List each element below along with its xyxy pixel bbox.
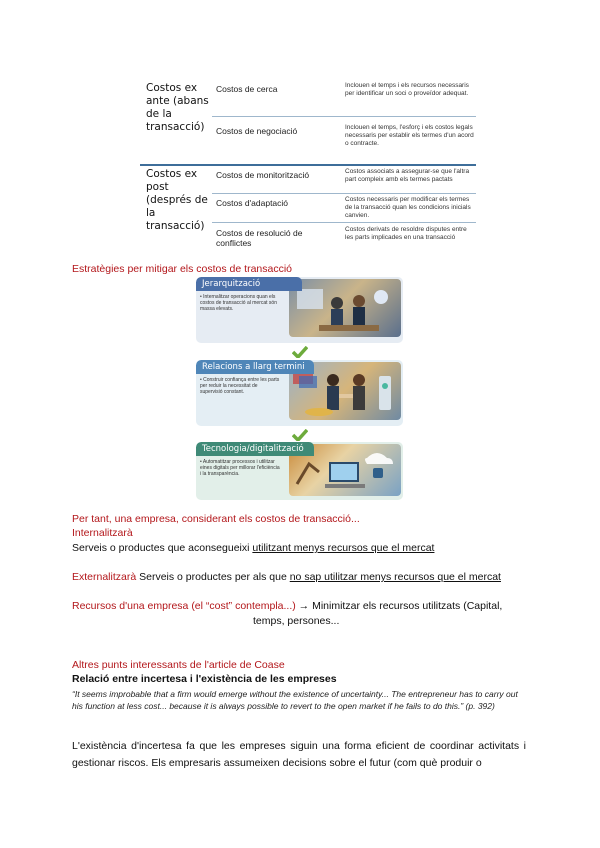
coase-heading: Altres punts interessants de l'article de Coase (72, 659, 285, 671)
coase-quote: “It seems improbable that a firm would emerge without the existence of uncertainty... The entrepreneur has to carry out his function at less cost... because it is always possible to revert to the open market if he fails to do this.” (p. 392) (72, 689, 518, 711)
panel-text: • Internalitzar operacions quan els costos de transacció al mercat són massa elevats. (200, 294, 277, 312)
coase-paragraph: L'existència d'incertesa fa que les empreses siguin una forma eficient de coordinar activitats i gestionar riscos. Els empresaris assumeixen decisions sobre el futur (com què produir o (72, 740, 526, 769)
externalize-line (72, 571, 501, 584)
checkmark-icon (292, 429, 308, 441)
table-divider (212, 222, 476, 223)
conclusion-intro: Per tant, una empresa, considerant els costos de transacció... (72, 513, 360, 525)
transaction-costs-table (140, 76, 476, 252)
strategies-heading: Estratègies per mitigar els costos de transacció (72, 263, 293, 275)
table-item-description: Inclouen el temps, l'esforç i els costos legals necessaris per establir els termes d'un acord o contracte. (345, 124, 474, 147)
internalize-text-underlined: utilitzant menys recursos que el mercat (252, 542, 435, 554)
table-item-name: Costos d'adaptació (216, 198, 289, 208)
panel-text: • Automatitzar processos i utilitzar eines digitals per millorar l'eficiència i la transparència. (200, 459, 280, 477)
table-item-description: Inclouen el temps i els recursos necessaris per identificar un soci o proveïdor adequat. (345, 82, 469, 97)
table-item-description: Costos derivats de resoldre disputes entre les parts implicades en una transacció (345, 226, 467, 241)
infographic-panel-long-term (196, 360, 403, 426)
table-item-name: Costos de resolució de conflictes (216, 228, 303, 248)
checkmark-icon (292, 346, 308, 358)
panel-title: Tecnologia/digitalització (196, 442, 314, 456)
resources-label: Recursos d'una empresa (el “cost” contempla...) (72, 600, 296, 612)
infographic-panel-technology (196, 442, 403, 500)
internalize-text (72, 542, 434, 555)
table-item-name: Costos de monitorització (216, 170, 310, 180)
table-category-ex-post: Costos ex post (després de la transacció) (146, 168, 208, 232)
internalize-label: Internalitzarà (72, 527, 133, 539)
resources-text-continued: temps, persones... (253, 615, 340, 627)
table-item-name: Costos de cerca (216, 84, 278, 94)
externalize-text-underlined: no sap utilitzar menys recursos que el mercat (289, 571, 501, 583)
externalize-text-plain: Serveis o productes per als que (136, 571, 290, 583)
panel-title: Relacions a llarg termini (196, 360, 314, 374)
table-divider (212, 193, 476, 194)
table-item-description: Costos associats a assegurar-se que l'altra part compleix amb els termes pactats (345, 168, 470, 183)
table-item-description: Costos necessaris per modificar els termes de la transacció quan les condicions inicials canvien. (345, 196, 471, 219)
panel-text: • Construir confiança entre les parts per reduir la necessitat de supervisió constant. (200, 377, 280, 395)
resources-line (72, 600, 502, 613)
panel-title: Jerarquització (196, 277, 302, 291)
coase-subheading: Relació entre incertesa i l'existència de les empreses (72, 673, 337, 685)
business-meeting-image (289, 279, 401, 337)
internalize-text-plain: Serveis o productes que aconsegueixi (72, 542, 253, 554)
table-section-divider (140, 164, 476, 166)
table-item-name: Costos de negociació (216, 126, 298, 136)
resources-text: → Minimitzar els recursos utilitzats (Capital, (295, 600, 503, 612)
infographic-panel-hierarchy (196, 277, 403, 343)
table-divider (212, 116, 476, 117)
externalize-label: Externalitzarà (72, 571, 137, 583)
table-category-ex-ante: Costos ex ante (abans de la transacció) (146, 82, 209, 133)
strategies-infographic (196, 277, 403, 500)
